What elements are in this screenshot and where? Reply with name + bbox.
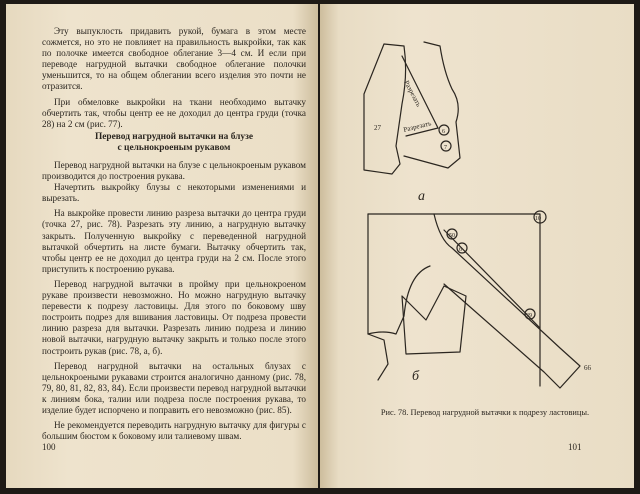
point-39-label: 39	[526, 313, 532, 319]
figure-b-bodice	[368, 211, 580, 388]
figure-a-bodice	[364, 42, 460, 174]
paragraph: На выкройке провести линию разреза вытачки до центра груди (точка 27, рис. 78). Разрезать эту линию, а нагрудную вытачку закрыть. Полученную выкройку с переведенной нагрудной вытачкой обчертить на листе бумаги. Вытачку обчертить так, чтобы центр ее не доходил до центра груди на 2 см. После этого приступить к построению рукава.	[42, 208, 306, 274]
point-66-label: 66	[584, 364, 591, 372]
text-block-top	[42, 26, 306, 130]
cut-label-upper: Разрезать	[402, 79, 423, 109]
point-7-label: 7	[444, 145, 447, 151]
pattern-diagram	[344, 34, 624, 404]
cut-label-lower: Разрезать	[402, 119, 433, 134]
page-number: 100	[42, 442, 56, 452]
point-50-label: 50	[449, 233, 455, 239]
point-6b-label: 6	[459, 247, 462, 253]
text-block-main	[42, 160, 306, 442]
point-10-label: 10	[535, 216, 541, 222]
section-heading	[42, 132, 306, 155]
paragraph: Перевод нагрудной вытачки на остальных блузах с цельнокроеными рукавами строится аналогично данному (рис. 78, 79, 80, 81, 82, 83, 84). Если произвести перевод нагрудной вытачки к линиям бока, талии или подреза после построения рукава, то изделие будет испорчено и поправить его невозможно (рис. 85).	[42, 360, 306, 415]
left-page	[6, 4, 318, 488]
point-6-label: 6	[442, 129, 445, 135]
heading-line: с цельнокроеным рукавом	[117, 143, 231, 154]
figure-a-label: а	[418, 189, 425, 204]
figure-b-label: б	[412, 369, 420, 384]
point-27-label: 27	[374, 124, 381, 132]
page-number: 101	[568, 442, 582, 452]
paragraph: Начертить выкройку блузы с некоторыми изменениями и вырезать.	[42, 182, 306, 204]
paragraph: Эту выпуклость придавить рукой, бумага в этом месте сожмется, но это не повлияет на правильность выкройки, так как по полочке имеется свободное облегание 3—4 см. И если при переводе нагрудной вытачки свободное облегание полочки уменьшится, то на общем облегании всего изделия это почти не отразится.	[42, 26, 306, 92]
right-page	[320, 4, 634, 488]
paragraph: Перевод нагрудной вытачки в пройму при цельнокроеном рукаве произвести невозможно. Но можно нагрудную вытачку перевести к подрезу ластовицы. Для этого по боковому шву построить подрез для вшивания ластовицы. От подреза провести линию разреза для вытачки. Разрезать линию подреза и линию новой вытачки, нагрудную вытачку закрыть и только после этого построить рукав (рис. 78, а, б).	[42, 278, 306, 356]
paragraph: Перевод нагрудной вытачки на блузе с цельнокроеным рукавом производится до построения рукава.	[42, 160, 306, 182]
heading-line: Перевод нагрудной вытачки на блузе	[94, 132, 254, 142]
paragraph: Не рекомендуется переводить нагрудную вытачку для фигуры с большим бюстом к боковому или талиевому швам.	[42, 420, 306, 442]
paragraph: При обмеловке выкройки на ткани необходимо вытачку обчертить так, чтобы центр ее не доходил до центра груди (точка 28) на 2 см (рис. 77).	[42, 96, 306, 129]
figure-caption: Рис. 78. Перевод нагрудной вытачки к подрезу ластовицы.	[380, 408, 590, 417]
